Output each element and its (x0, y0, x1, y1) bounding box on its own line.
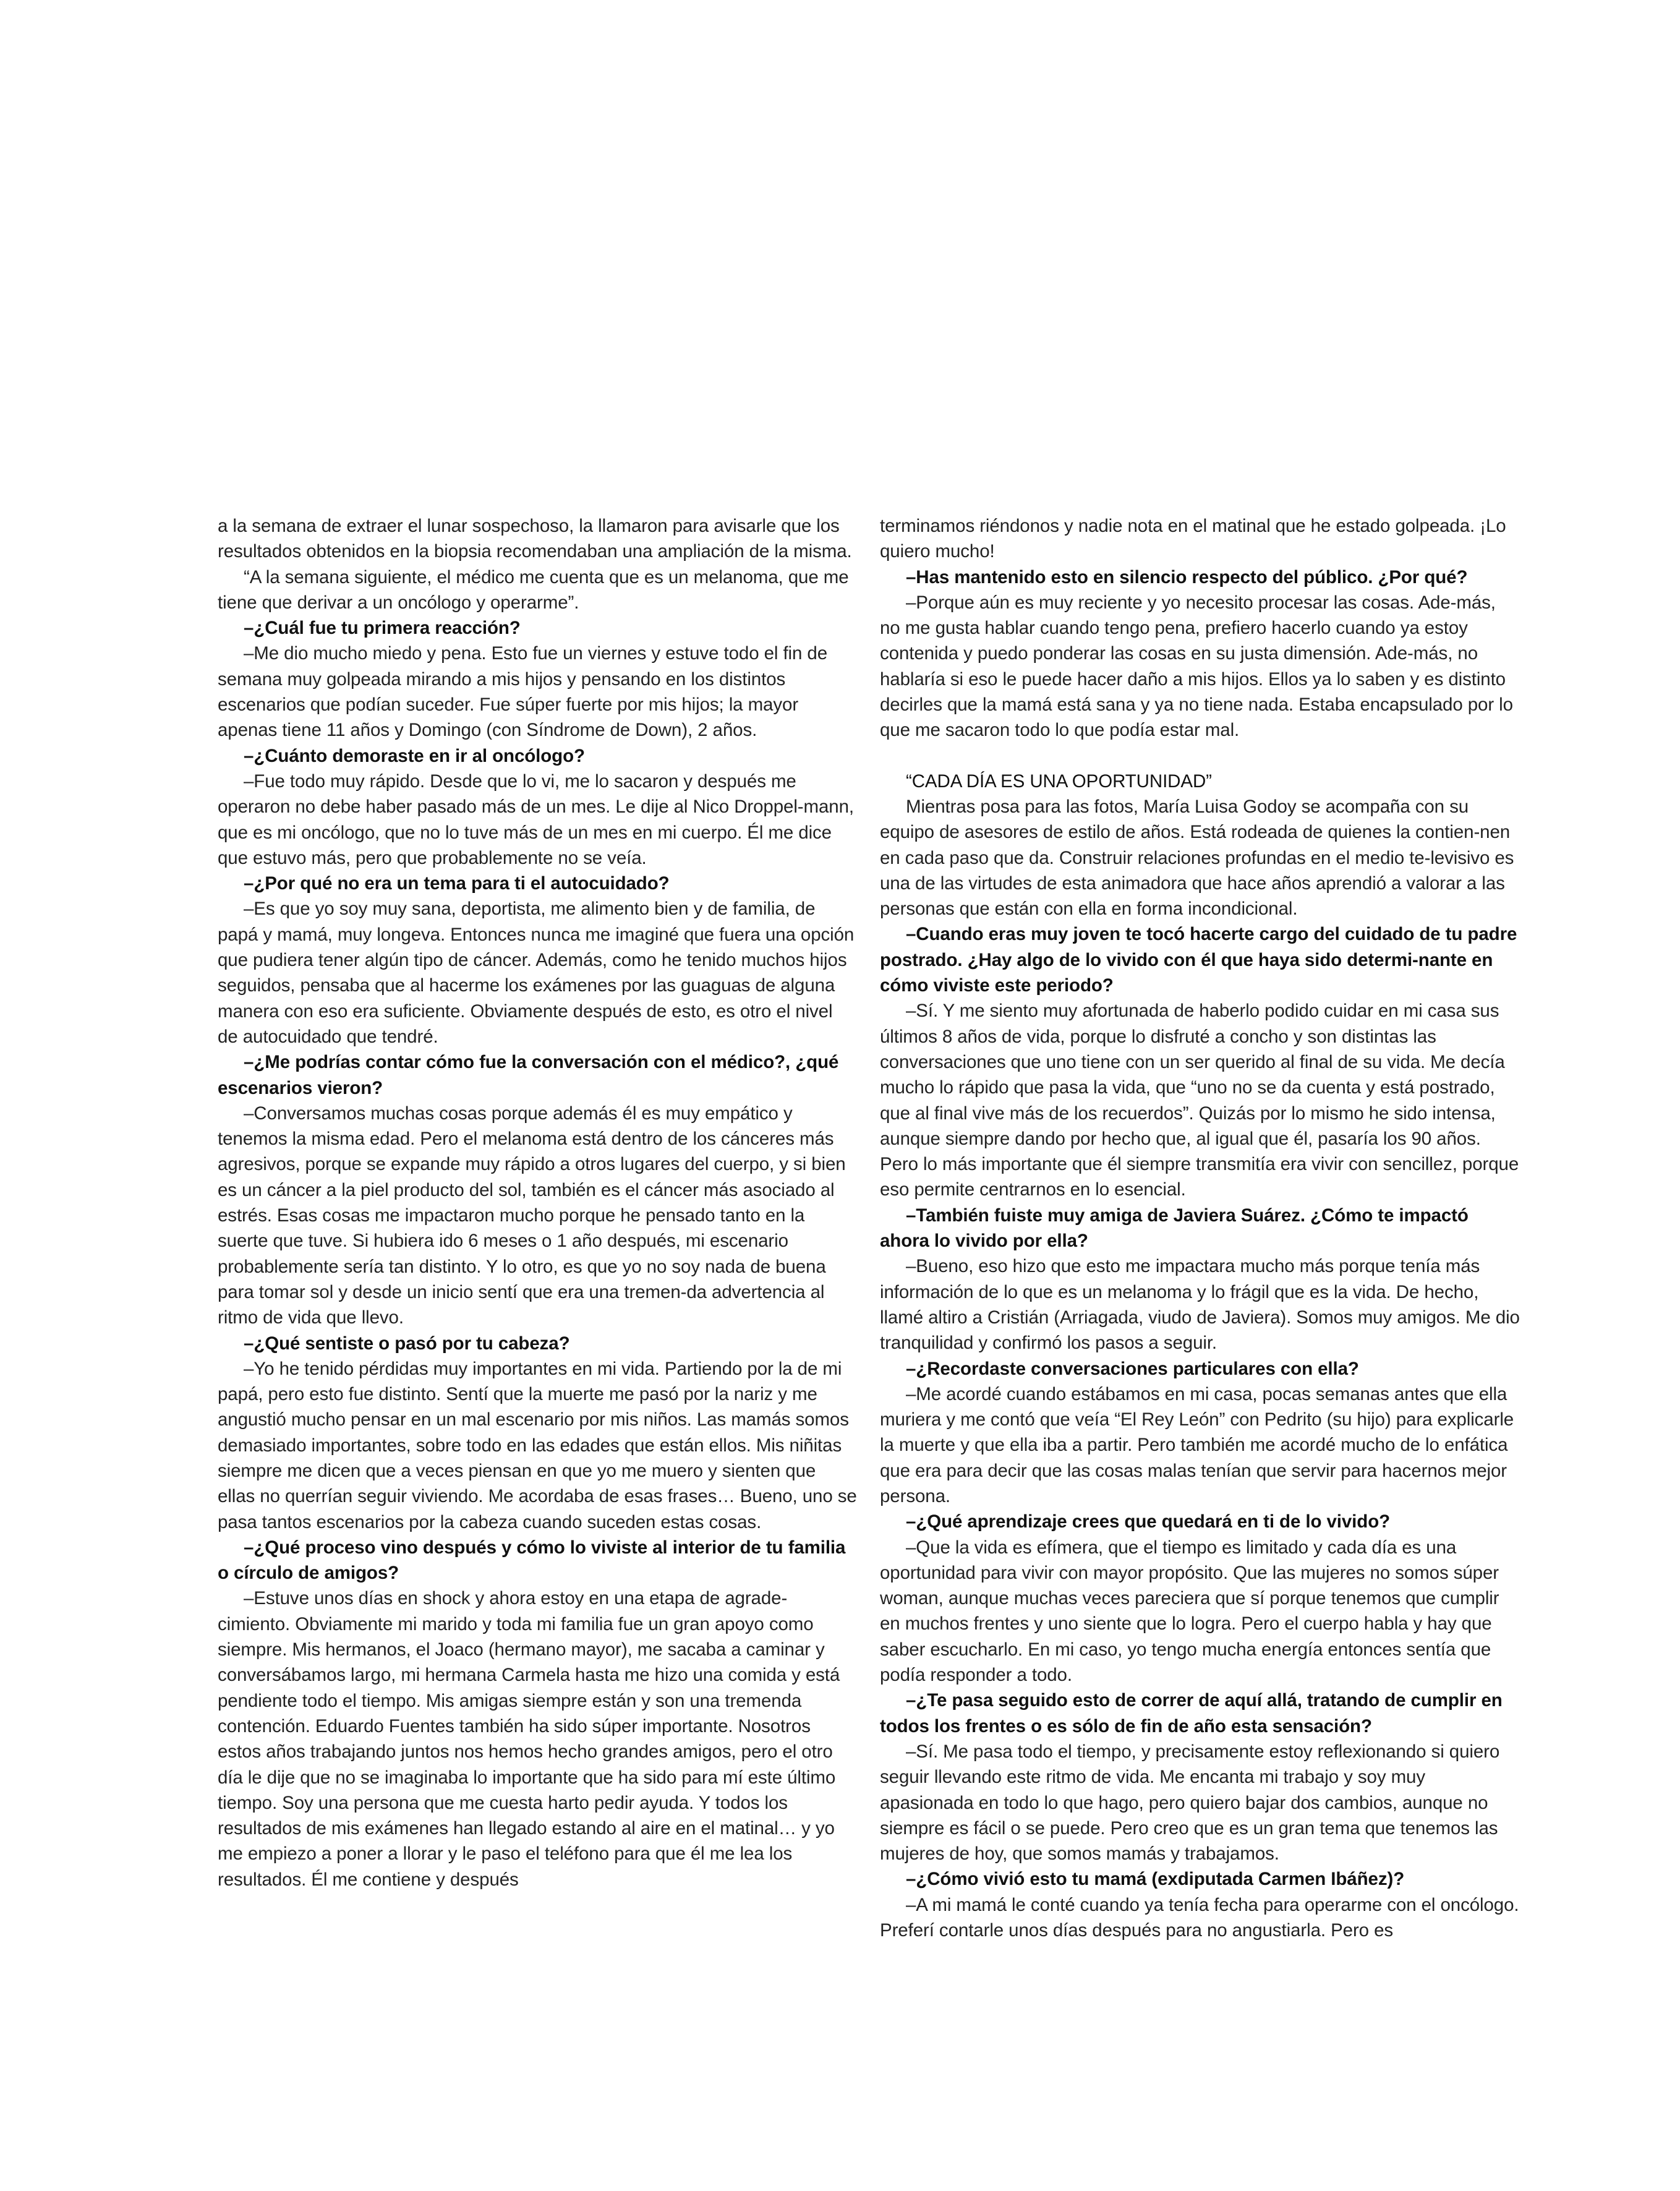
body-paragraph: a la semana de extraer el lunar sospechoso, la llamaron para avisarle que los resultados obtenidos en la biopsia recomendaban una ampliación de la misma. (218, 516, 852, 562)
body-paragraph: –Sí. Me pasa todo el tiempo, y precisamente estoy reflexionando si quiero seguir llevando este ritmo de vida. Me encanta mi trabajo y soy muy apasionada en todo lo que hago, pero quiero bajar dos cambios, aunque no siempre es fácil o se puede. Pero creo que es un gran tema que tenemos las mujeres de hoy, que somos mamás y trabajamos. (880, 1741, 1500, 1864)
interview-question: –¿Me podrías contar cómo fue la conversación con el médico?, ¿qué escenarios vieron? (218, 1052, 839, 1098)
section-subheading: “CADA DÍA ES UNA OPORTUNIDAD” (906, 771, 1212, 792)
body-paragraph: –Estuve unos días en shock y ahora estoy en una etapa de agrade-cimiento. Obviamente mi marido y toda mi familia fue un gran apoyo como siempre. Mis hermanos, el Joaco (hermano mayor), me sacaba a caminar y conversábamos largo, mi hermana Carmela hasta me hizo una comida y está pendiente todo el tiempo. Mis amigas siempre están y son una tremenda contención. Eduardo Fuentes también ha sido súper importante. Nosotros estos años trabajando juntos nos hemos hecho grandes amigos, pero el otro día le dije que no se imaginaba lo importante que ha sido para mí este último tiempo. Soy una persona que me cuesta harto pedir ayuda. Y todos los resultados de mis exámenes han llegado estando al aire en el matinal… y yo me empiezo a poner a llorar y le paso el teléfono para que él me lea los resultados. Él me contiene y después (218, 1588, 840, 1890)
body-paragraph: Mientras posa para las fotos, María Luisa Godoy se acompaña con su equipo de asesores de estilo de años. Está rodeada de quienes la contien-nen en cada paso que da. Construir relaciones profundas en el medio te-levisivo es una de las virtudes de esta animadora que hace años aprendió a valorar a las personas que están con ella en forma incondicional. (880, 796, 1514, 920)
body-paragraph: –Conversamos muchas cosas porque además él es muy empático y tenemos la misma edad. Pero el melanoma está dentro de los cánceres más agresivos, porque se expande muy rápido a otros lugares del cuerpo, y si bien es un cáncer a la piel producto del sol, también es el cáncer más asociado al estrés. Esas cosas me impactaron mucho porque he pensado tanto en la suerte que tuve. Si hubiera ido 6 meses o 1 año después, mi escenario probablemente sería tan distinto. Y lo otro, es que yo no soy nada de buena para tomar sol y desde un inicio sentí que era una tremen-da advertencia al ritmo de vida que llevo. (218, 1103, 846, 1328)
body-paragraph: –Fue todo muy rápido. Desde que lo vi, me lo sacaron y después me operaron no debe haber pasado más de un mes. Le dije al Nico Droppel-mann, que es mi oncólogo, que no lo tuve más de un mes en mi cuerpo. Él me dice que estuvo más, pero que probablemente no se veía. (218, 771, 855, 868)
body-paragraph: –Me acordé cuando estábamos en mi casa, pocas semanas antes que ella muriera y me contó que veía “El Rey León” con Pedrito (su hijo) para explicarle la muerte y que ella iba a partir. Pero también me acordé mucho de lo enfática que era para decir que las cosas malas tenían que servir para hacernos mejor persona. (880, 1383, 1514, 1506)
interview-question: –¿Cuánto demoraste en ir al oncólogo? (244, 745, 585, 766)
interview-question: –Has mantenido esto en silencio respecto del público. ¿Por qué? (906, 566, 1468, 587)
interview-question: –¿Qué sentiste o pasó por tu cabeza? (244, 1333, 570, 1354)
right-text-column (880, 513, 1520, 1943)
body-paragraph: –Porque aún es muy reciente y yo necesito procesar las cosas. Ade-más, no me gusta hablar cuando tengo pena, prefiero hacerlo cuando ya estoy contenida y puedo ponderar las cosas en su justa dimensión. Ade-más, no hablaría si eso le puede hacer daño a mis hijos. Ellos ya lo saben y es distinto decirles que la mamá está sana y ya no tiene nada. Estaba encapsulado por lo que me sacaron todo lo que podía estar mal. (880, 592, 1513, 741)
interview-question: –¿Recordaste conversaciones particulares con ella? (906, 1358, 1359, 1379)
interview-question: –Cuando eras muy joven te tocó hacerte cargo del cuidado de tu padre postrado. ¿Hay algo de lo vivido con él que haya sido determi-nante en cómo viviste este periodo? (880, 924, 1517, 996)
body-paragraph: –Es que yo soy muy sana, deportista, me alimento bien y de familia, de papá y mamá, muy longeva. Entonces nunca me imaginé que fuera una opción que pudiera tener algún tipo de cáncer. Además, como he tenido muchos hijos seguidos, pensaba que al hacerme los exámenes por las guaguas de alguna manera con eso era suficiente. Obviamente después de esto, es otro el nivel de autocuidado que tendré. (218, 899, 855, 1047)
body-paragraph: –A mi mamá le conté cuando ya tenía fecha para operarme con el oncólogo. Preferí contarle unos días después para no angustiarla. Pero es (880, 1894, 1519, 1941)
body-paragraph: –Yo he tenido pérdidas muy importantes en mi vida. Partiendo por la de mi papá, pero esto fue distinto. Sentí que la muerte me pasó por la nariz y me angustió mucho pensar en un mal escenario por mis niños. Las mamás somos demasiado importantes, sobre todo en las edades que están ellos. Mis niñitas siempre me dicen que a veces piensan en que yo me muero y sienten que ellas no querrían seguir viviendo. Me acordaba de esas frases… Bueno, uno se pasa tantos escenarios por la cabeza cuando suceden estas cosas. (218, 1358, 857, 1532)
interview-question: –También fuiste muy amiga de Javiera Suárez. ¿Cómo te impactó ahora lo vivido por ella? (880, 1205, 1469, 1252)
body-paragraph: –Me dio mucho miedo y pena. Esto fue un viernes y estuve todo el fin de semana muy golpeada mirando a mis hijos y pensando en los distintos escenarios que podían suceder. Fue súper fuerte por mis hijos; la mayor apenas tiene 11 años y Domingo (con Síndrome de Down), 2 años. (218, 643, 828, 741)
body-paragraph: –Bueno, eso hizo que esto me impactara mucho más porque tenía más información de lo que es un melanoma y lo frágil que es la vida. De hecho, llamé altiro a Cristián (Arriagada, viudo de Javiera). Somos muy amigos. Me dio tranquilidad y confirmó los pasos a seguir. (880, 1256, 1520, 1354)
body-paragraph: –Que la vida es efímera, que el tiempo es limitado y cada día es una oportunidad para vivir con mayor propósito. Que las mujeres no somos súper woman, aunque muchas veces pareciera que sí porque tenemos que cumplir en muchos frentes y uno siente que lo logra. Pero el cuerpo habla y hay que saber escucharlo. En mi caso, yo tengo mucha energía entonces sentía que podía responder a todo. (880, 1537, 1499, 1686)
interview-question: –¿Cómo vivió esto tu mamá (exdiputada Carmen Ibáñez)? (906, 1869, 1405, 1890)
body-paragraph: –Sí. Y me siento muy afortunada de haberlo podido cuidar en mi casa sus últimos 8 años de vida, porque lo disfruté a concho y son distintas las conversaciones que uno tiene con un ser querido al final de su vida. Me decía mucho lo rápido que pasa la vida, que “uno no se da cuenta y está postrado, que al final vive más de los recuerdos”. Quizás por lo mismo he sido intensa, aunque siempre dando por hecho que, al igual que él, pasaría los 90 años. Pero lo más importante que él siempre transmitía era vivir con sencillez, porque eso permite centrarnos en lo esencial. (880, 1001, 1519, 1200)
interview-question: –¿Qué proceso vino después y cómo lo viviste al interior de tu familia o círculo de amigos? (218, 1537, 846, 1584)
interview-question: –¿Qué aprendizaje crees que quedará en ti de lo vivido? (906, 1511, 1391, 1532)
interview-question: –¿Cuál fue tu primera reacción? (244, 618, 521, 639)
left-text-column (218, 513, 858, 1892)
interview-question: –¿Por qué no era un tema para ti el autocuidado? (244, 873, 670, 894)
interview-question: –¿Te pasa seguido esto de correr de aquí allá, tratando de cumplir en todos los frentes o es sólo de fin de año esta sensación? (880, 1690, 1503, 1736)
body-paragraph: terminamos riéndonos y nadie nota en el matinal que he estado golpeada. ¡Lo quiero mucho! (880, 516, 1506, 562)
body-paragraph: “A la semana siguiente, el médico me cuenta que es un melanoma, que me tiene que derivar a un oncólogo y operarme”. (218, 566, 849, 613)
